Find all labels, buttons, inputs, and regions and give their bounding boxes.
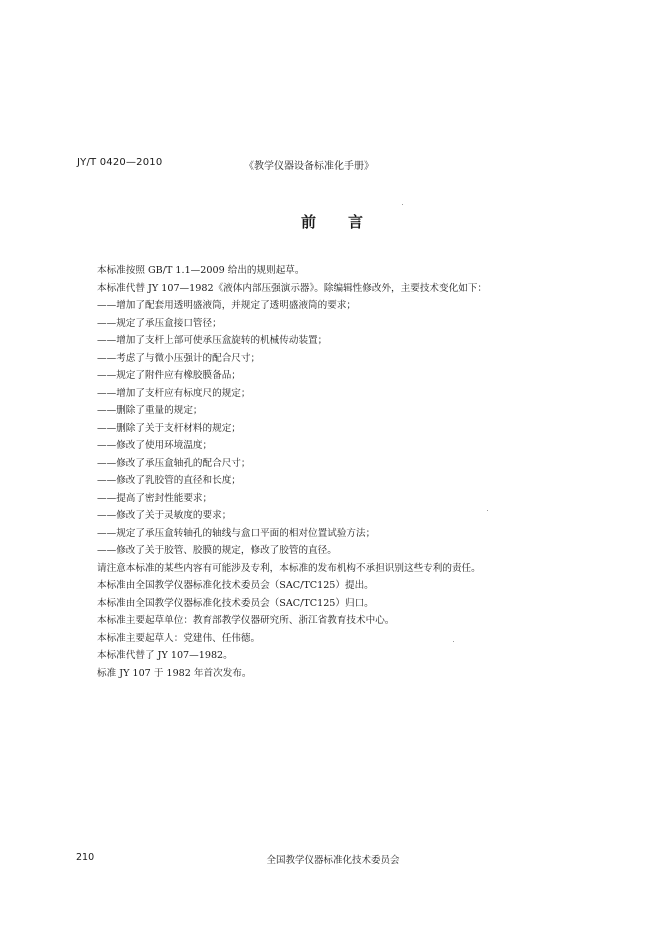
change-item: ——考虑了与微小压强计的配合尺寸； [97,352,261,364]
handbook-title: 《教学仪器设备标准化手册》 [244,161,374,172]
change-item: ——增加了支杆应有标度尺的规定； [97,387,251,399]
change-item: ——规定了附件应有橡胶膜备品； [97,370,241,381]
page-number: 210 [76,852,95,863]
standard-code: JY/T 0420—2010 [77,157,163,168]
change-item: ——修改了关于灵敏度的要求； [97,510,232,521]
change-item: ——提高了密封性能要求； [97,492,213,504]
scan-speck [487,510,488,511]
page-title [0,211,666,232]
foreword-line: 本标准按照 GB/T 1.1—2009 给出的规则起草。 [97,265,305,276]
change-item: ——修改了关于胶管、胶膜的规定，修改了胶管的直径。 [97,545,337,556]
replaces-note: 本标准代替了 JY 107—1982。 [97,650,233,661]
drafters: 本标准主要起草人：党建伟、任伟德。 [97,632,261,644]
footer-committee: 全国教学仪器标准化技术委员会 [266,855,400,866]
change-item: ——修改了乳胶管的直径和长度； [97,475,241,486]
page-title-part1: 前 [300,213,318,231]
first-published-note: 标准 JY 107 于 1982 年首次发布。 [97,667,252,679]
change-item: ——规定了承压盒接口管径； [97,317,222,329]
page-title-part2: 言 [348,213,366,231]
scan-speck [402,204,403,205]
change-item: ——修改了使用环境温度； [97,440,213,451]
change-item: ——删除了关于支杆材料的规定； [97,422,241,434]
foreword-body [97,262,567,682]
change-item: ——增加了配套用透明盛液筒，并规定了透明盛液筒的要求； [97,300,357,311]
change-item: ——删除了重量的规定； [97,405,203,416]
patent-notice: 请注意本标准的某些内容有可能涉及专利，本标准的发布机构不承担识别这些专利的责任。 [97,562,481,574]
proposed-by: 本标准由全国教学仪器标准化技术委员会（SAC/TC125）提出。 [97,580,374,591]
change-item: ——规定了承压盒转轴孔的轴线与盒口平面的相对位置试验方法； [97,527,376,539]
foreword-line: 本标准代替 JY 107—1982《液体内部压强演示器》。除编辑性修改外，主要技术变化如下： [97,282,487,294]
scan-speck [453,641,454,642]
centralized-by: 本标准由全国教学仪器标准化技术委员会（SAC/TC125）归口。 [97,597,374,609]
change-item: ——增加了支杆上部可使承压盒旋转的机械传动装置； [97,335,328,346]
change-item: ——修改了承压盒轴孔的配合尺寸； [97,457,251,469]
drafting-units: 本标准主要起草单位：教育部教学仪器研究所、浙江省教育技术中心。 [97,615,395,626]
